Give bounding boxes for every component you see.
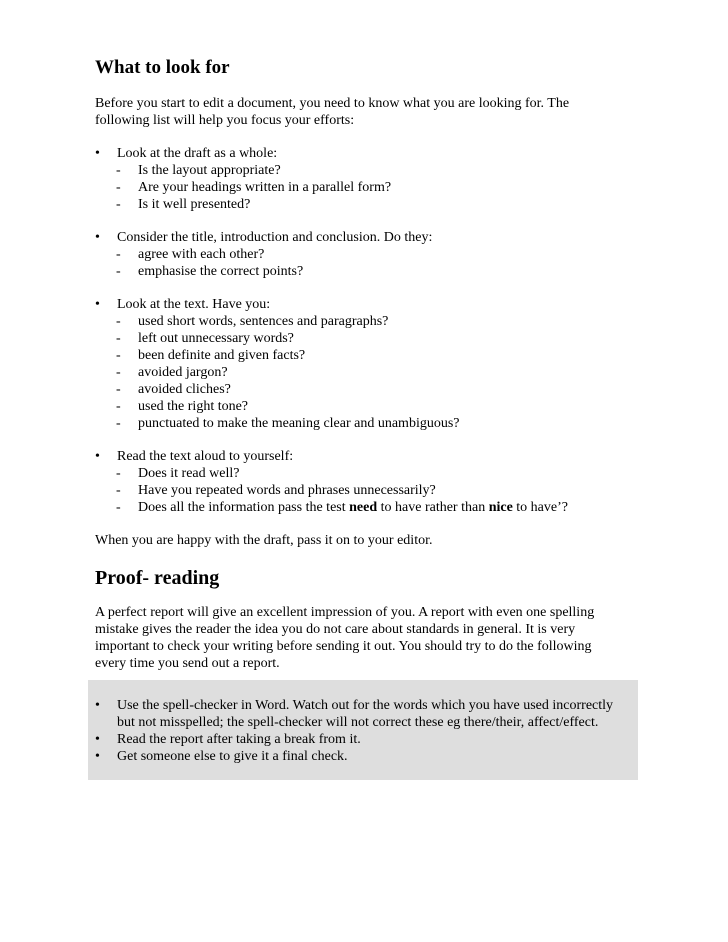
- list-item: - been definite and given facts?: [116, 348, 306, 363]
- document-page: [95, 56, 640, 672]
- checklist-bullet-draft: • Look at the draft as a whole: - Is the layout appropriate? - Are your headings written in a parallel form? - Is it well presented?: [95, 145, 640, 213]
- list-item: - Is it well presented?: [116, 197, 251, 212]
- dash-icon: -: [116, 264, 121, 279]
- list-item: - agree with each other?: [116, 247, 265, 262]
- dash-icon: -: [116, 500, 121, 515]
- section-heading-proof-reading: Proof- reading: [95, 567, 220, 589]
- bullet-icon: •: [95, 297, 100, 312]
- dash-icon: -: [116, 247, 121, 262]
- list-item: • Get someone else to give it a final check.: [95, 749, 348, 764]
- checklist-bullet-read-aloud: • Read the text aloud to yourself: - Does it read well? - Have you repeated words and phrases unnecessarily? - Does all the information pass the test need to have rather than nice to have’?: [95, 448, 640, 516]
- dash-icon: -: [116, 180, 121, 195]
- checklist-bullet-title: • Consider the title, introduction and conclusion. Do they: - agree with each other? - emphasise the correct points?: [95, 229, 640, 280]
- section-heading-what-to-look-for: What to look for: [95, 57, 230, 78]
- list-item: - emphasise the correct points?: [116, 264, 304, 279]
- list-item: • Use the spell-checker in Word. Watch out for the words which you have used incorrectly but not misspelled; the spell-checker will not correct these eg there/their, affect/effect.: [95, 698, 614, 730]
- tips-shaded-box: [88, 680, 638, 780]
- dash-icon: -: [116, 365, 121, 380]
- list-item: - avoided jargon?: [116, 365, 228, 380]
- bullet-icon: •: [95, 749, 100, 764]
- bullet-icon: •: [95, 449, 100, 464]
- list-item: - Is the layout appropriate?: [116, 163, 281, 178]
- list-item: - Have you repeated words and phrases unnecessarily?: [116, 483, 436, 498]
- intro-paragraph: Before you start to edit a document, you need to know what you are looking for. The following list will help you focus your efforts:: [95, 96, 570, 128]
- list-item: - left out unnecessary words?: [116, 331, 294, 346]
- bullet-icon: •: [95, 698, 100, 713]
- dash-icon: -: [116, 348, 121, 363]
- list-item: - punctuated to make the meaning clear and unambiguous?: [116, 416, 460, 431]
- list-item: - used the right tone?: [116, 399, 249, 414]
- dash-icon: -: [116, 483, 121, 498]
- proof-reading-paragraph: A perfect report will give an excellent impression of you. A report with even one spelling mistake gives the reader the idea you do not care about standards in general. It is very important to check your writing before sending it out. You should try to do the following every time you send out a report.: [95, 605, 595, 671]
- list-item: - avoided cliches?: [116, 382, 231, 397]
- list-item: - used short words, sentences and paragraphs?: [116, 314, 389, 329]
- dash-icon: -: [116, 382, 121, 397]
- bullet-icon: •: [95, 230, 100, 245]
- bullet-icon: •: [95, 732, 100, 747]
- dash-icon: -: [116, 331, 121, 346]
- dash-icon: -: [116, 416, 121, 431]
- dash-icon: -: [116, 466, 121, 481]
- list-item: • Read the report after taking a break from it.: [95, 732, 361, 747]
- bullet-icon: •: [95, 146, 100, 161]
- tips-list: [95, 697, 635, 765]
- closing-paragraph: When you are happy with the draft, pass it on to your editor.: [95, 533, 433, 548]
- dash-icon: -: [116, 314, 121, 329]
- dash-icon: -: [116, 197, 121, 212]
- list-item: - Are your headings written in a parallel form?: [116, 180, 392, 195]
- list-item: - Does all the information pass the test need to have rather than nice to have’?: [116, 500, 568, 515]
- dash-icon: -: [116, 163, 121, 178]
- list-item: - Does it read well?: [116, 466, 240, 481]
- dash-icon: -: [116, 399, 121, 414]
- checklist-bullet-text: • Look at the text. Have you: - used short words, sentences and paragraphs? - left out unnecessary words? - been definite and given facts? - avoided jargon? - avoided cliches? - used the right tone? - punctuated to make the meaning clear and unambiguous?: [95, 296, 640, 432]
